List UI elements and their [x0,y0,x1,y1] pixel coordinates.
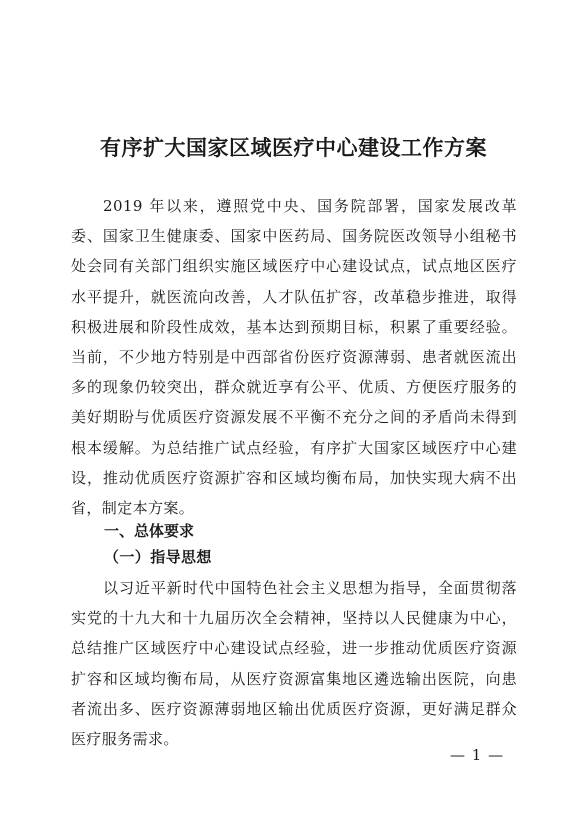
section-heading: 一、总体要求 [104,522,195,540]
page-number: — 1 — [450,746,505,764]
document-title: 有序扩大国家区域医疗中心建设工作方案 [100,136,487,160]
subsection-heading: （一）指导思想 [104,548,212,566]
guiding-principle-paragraph: 以习近平新时代中国特色社会主义思想为指导，全面贯彻落实党的十九大和十九届历次全会精神，坚持以人民健康为中心，总结推广区域医疗中心建设试点经验，进一步推动优质医疗资源扩容和区域均衡布局，从医疗资源富集地区遴选输出医院，向患者流出多、医疗资源薄弱地区输出优质医疗资源，更好满足群众医疗服务需求。 [71,579,517,749]
intro-paragraph: 2019 年以来，遵照党中央、国务院部署，国家发展改革委、国家卫生健康委、国家中医药局、国务院医改领导小组秘书处会同有关部门组织实施区域医疗中心建设试点，试点地区医疗水平提升，就医流向改善，人才队伍扩容，改革稳步推进，取得积极进展和阶段性成效，基本达到预期目标，积累了重要经验。当前，不少地方特别是中西部省份医疗资源薄弱、患者就医流出多的现象仍较突出，群众就近享有公平、优质、方便医疗服务的美好期盼与优质医疗资源发展不平衡不充分之间的矛盾尚未得到根本缓解。为总结推广试点经验，有序扩大国家区域医疗中心建设，推动优质医疗资源扩容和区域均衡布局，加快实现大病不出省，制定本方案。 [71,197,517,518]
